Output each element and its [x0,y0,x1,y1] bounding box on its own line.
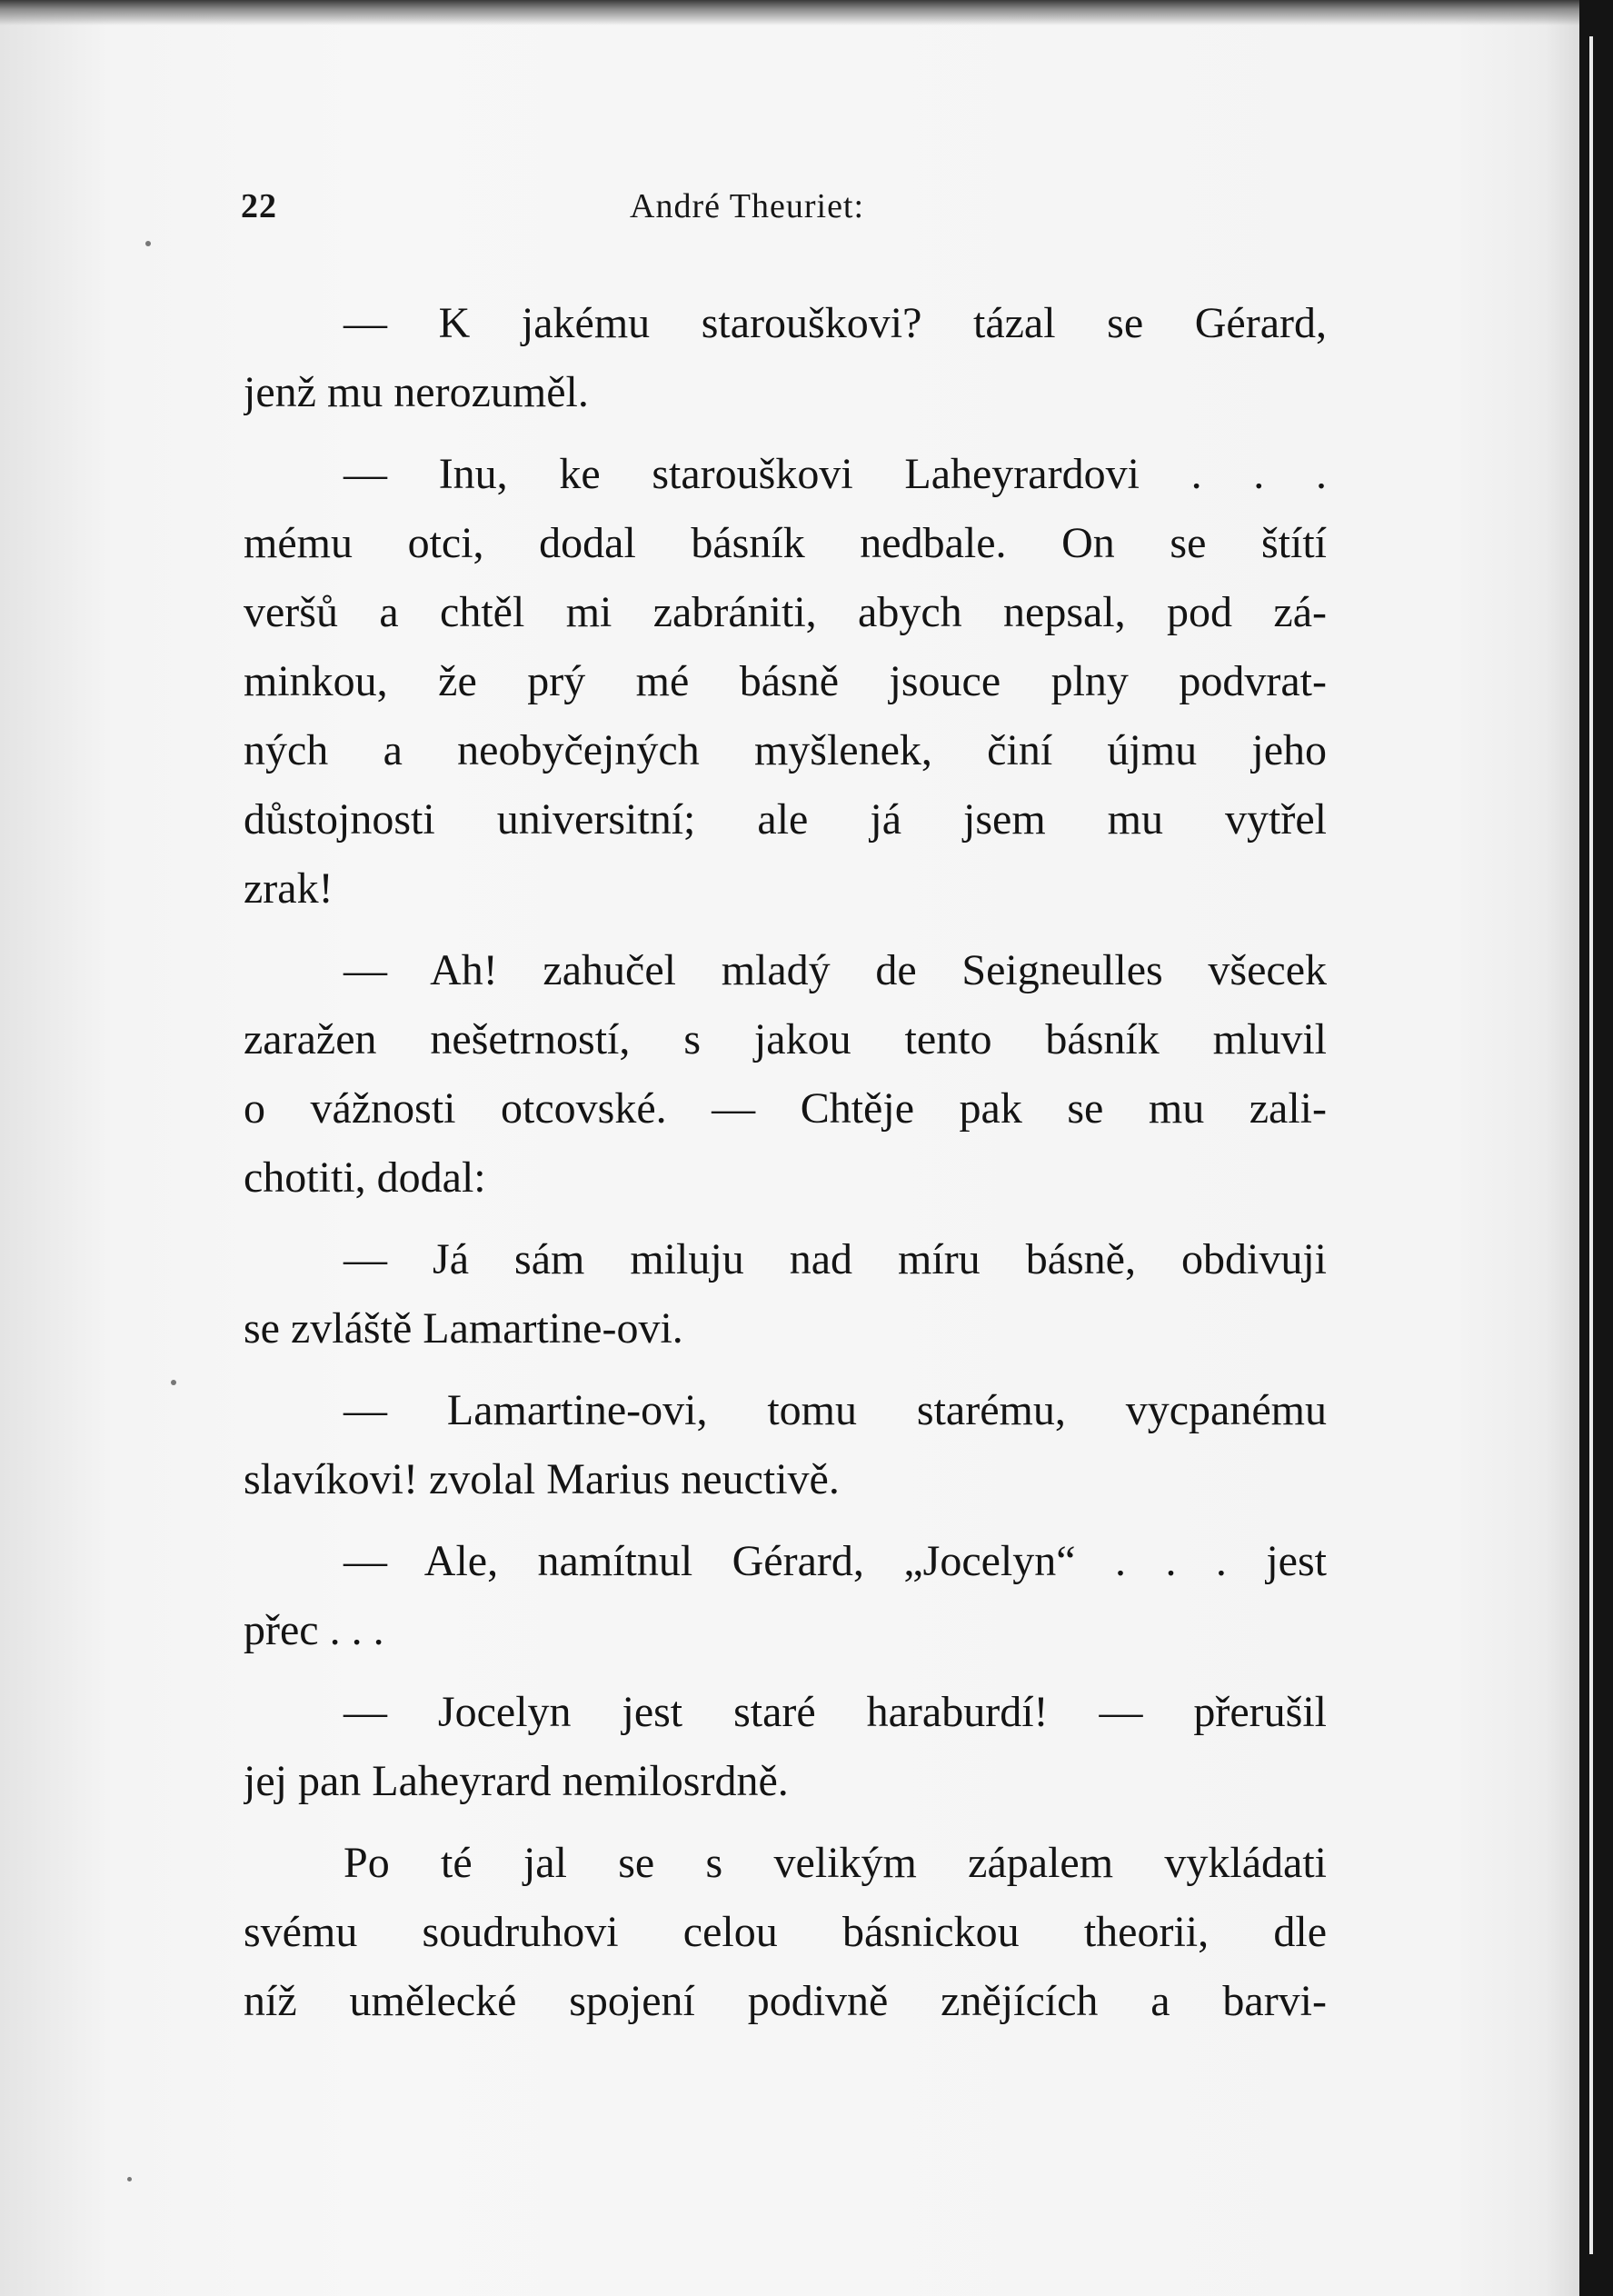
text-line: minkou, že prý mé básně jsouce plny podvrat- [244,657,1327,705]
text-line: — Já sám miluju nad míru básně, obdivuji [344,1235,1327,1283]
text-line: — Lamartine-ovi, tomu starému, vycpanému [344,1386,1327,1434]
text-line: jej pan Laheyrard nemilosrdně. [244,1757,789,1805]
scan-right-edge [1579,0,1613,2296]
scan-speck [171,1380,176,1385]
text-line: zrak! [244,864,334,913]
text-line: veršů a chtěl mi zabrániti, abych nepsal, pod zá- [244,588,1327,636]
text-line: ných a neobyčejných myšlenek, činí újmu jeho [244,726,1327,774]
running-head: André Theuriet: [630,187,865,225]
paragraph [244,289,1327,427]
paragraph [244,440,1327,923]
text-line: svému soudruhovi celou básnickou theorii, dle [244,1908,1327,1956]
paragraph [244,1527,1327,1665]
text-line: mému otci, dodal básník nedbale. On se štítí [244,519,1327,567]
page-header [241,186,1331,232]
text-line: se zvláště Lamartine-ovi. [244,1304,683,1353]
text-line: — Inu, ke starouškovi Laheyrardovi . . . [344,450,1327,498]
paragraph [244,1678,1327,1816]
text-line: — Jocelyn jest staré haraburdí! — přerušil [344,1688,1327,1736]
body-text [244,289,1327,2049]
text-line: jenž mu nerozuměl. [244,368,589,416]
text-line: níž umělecké spojení podivně znějících a barvi- [244,1977,1327,2025]
text-line: o vážnosti otcovské. — Chtěje pak se mu zali- [244,1084,1327,1133]
scan-speck [145,241,151,246]
scan-speck [127,2177,132,2181]
text-line: — Ale, namítnul Gérard, „Jocelyn“ . . . jest [344,1537,1327,1585]
text-line: Po té jal se s velikým zápalem vykládati [344,1839,1327,1887]
text-line: slavíkovi! zvolal Marius neuctivě. [244,1455,840,1503]
page-number: 22 [241,187,277,225]
scan-top-shadow [0,0,1613,25]
text-line: přec . . . [244,1606,384,1654]
text-line: — Ah! zahučel mladý de Seigneulles všecek [344,946,1327,994]
paragraph [244,1225,1327,1363]
text-line: zaražen nešetrností, s jakou tento básník mluvil [244,1015,1327,1063]
text-line: — K jakému starouškovi? tázal se Gérard, [344,299,1327,347]
paragraph [244,1376,1327,1514]
paragraph [244,936,1327,1213]
text-line: chotiti, dodal: [244,1153,486,1202]
paragraph [244,1829,1327,2036]
text-line: důstojnosti universitní; ale já jsem mu vytřel [244,795,1327,844]
